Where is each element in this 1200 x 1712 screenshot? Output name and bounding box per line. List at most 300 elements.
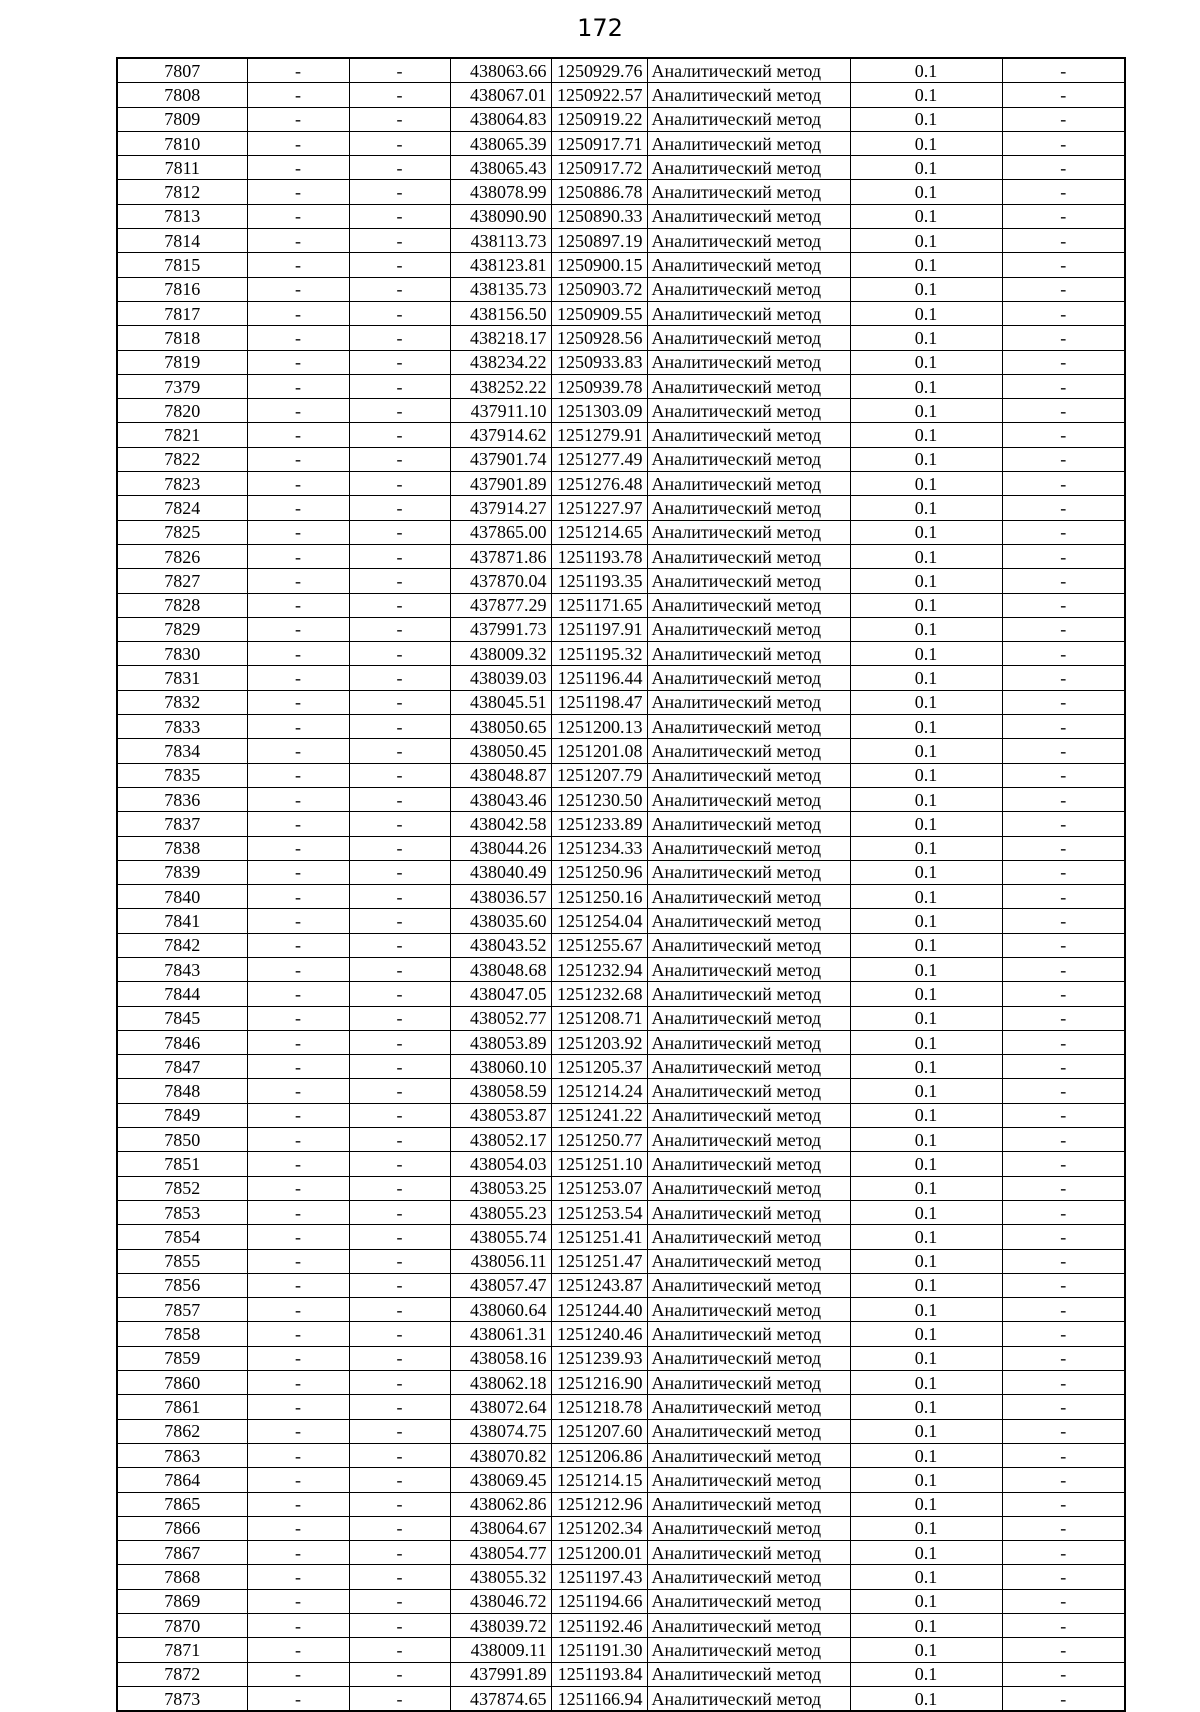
method-cell: Аналитический метод — [647, 593, 850, 617]
empty-dash-cell: - — [1002, 593, 1125, 617]
empty-dash-cell: - — [1002, 1079, 1125, 1103]
empty-dash-cell: - — [349, 957, 450, 981]
empty-dash-cell: - — [349, 1322, 450, 1346]
point-number-cell: 7842 — [117, 933, 247, 957]
method-cell: Аналитический метод — [647, 1225, 850, 1249]
empty-dash-cell: - — [1002, 1395, 1125, 1419]
empty-dash-cell: - — [247, 1443, 349, 1467]
x-coordinate-cell: 437991.89 — [450, 1662, 551, 1686]
accuracy-cell: 0.1 — [850, 544, 1002, 568]
empty-dash-cell: - — [1002, 1686, 1125, 1711]
y-coordinate-cell: 1251196.44 — [551, 666, 647, 690]
empty-dash-cell: - — [1002, 642, 1125, 666]
x-coordinate-cell: 438040.49 — [450, 860, 551, 884]
x-coordinate-cell: 438046.72 — [450, 1589, 551, 1613]
table-row — [117, 520, 1125, 544]
y-coordinate-cell: 1251166.94 — [551, 1686, 647, 1711]
y-coordinate-cell: 1251206.86 — [551, 1443, 647, 1467]
empty-dash-cell: - — [247, 1322, 349, 1346]
x-coordinate-cell: 438074.75 — [450, 1419, 551, 1443]
method-cell: Аналитический метод — [647, 107, 850, 131]
accuracy-cell: 0.1 — [850, 982, 1002, 1006]
empty-dash-cell: - — [349, 1079, 450, 1103]
accuracy-cell: 0.1 — [850, 107, 1002, 131]
empty-dash-cell: - — [247, 933, 349, 957]
empty-dash-cell: - — [349, 593, 450, 617]
point-number-cell: 7828 — [117, 593, 247, 617]
x-coordinate-cell: 438047.05 — [450, 982, 551, 1006]
accuracy-cell: 0.1 — [850, 1006, 1002, 1030]
method-cell: Аналитический метод — [647, 1030, 850, 1054]
accuracy-cell: 0.1 — [850, 812, 1002, 836]
x-coordinate-cell: 437874.65 — [450, 1686, 551, 1711]
table-row — [117, 787, 1125, 811]
point-number-cell: 7827 — [117, 569, 247, 593]
x-coordinate-cell: 438043.52 — [450, 933, 551, 957]
accuracy-cell: 0.1 — [850, 496, 1002, 520]
empty-dash-cell: - — [1002, 1006, 1125, 1030]
empty-dash-cell: - — [349, 1200, 450, 1224]
empty-dash-cell: - — [247, 350, 349, 374]
empty-dash-cell: - — [349, 399, 450, 423]
table-row — [117, 1079, 1125, 1103]
empty-dash-cell: - — [349, 739, 450, 763]
empty-dash-cell: - — [247, 1419, 349, 1443]
point-number-cell: 7820 — [117, 399, 247, 423]
empty-dash-cell: - — [247, 253, 349, 277]
method-cell: Аналитический метод — [647, 690, 850, 714]
empty-dash-cell: - — [247, 1346, 349, 1370]
empty-dash-cell: - — [1002, 107, 1125, 131]
accuracy-cell: 0.1 — [850, 957, 1002, 981]
point-number-cell: 7858 — [117, 1322, 247, 1346]
method-cell: Аналитический метод — [647, 569, 850, 593]
empty-dash-cell: - — [349, 229, 450, 253]
y-coordinate-cell: 1251193.78 — [551, 544, 647, 568]
empty-dash-cell: - — [349, 569, 450, 593]
empty-dash-cell: - — [247, 1273, 349, 1297]
x-coordinate-cell: 438070.82 — [450, 1443, 551, 1467]
table-row — [117, 690, 1125, 714]
accuracy-cell: 0.1 — [850, 1662, 1002, 1686]
table-row — [117, 569, 1125, 593]
empty-dash-cell: - — [247, 569, 349, 593]
method-cell: Аналитический метод — [647, 642, 850, 666]
empty-dash-cell: - — [1002, 326, 1125, 350]
empty-dash-cell: - — [1002, 253, 1125, 277]
empty-dash-cell: - — [349, 1614, 450, 1638]
page-number: 172 — [577, 14, 623, 42]
x-coordinate-cell: 438065.39 — [450, 131, 551, 155]
table-row — [117, 131, 1125, 155]
table-row — [117, 58, 1125, 83]
x-coordinate-cell: 437871.86 — [450, 544, 551, 568]
empty-dash-cell: - — [1002, 1055, 1125, 1079]
table-row — [117, 617, 1125, 641]
empty-dash-cell: - — [1002, 1468, 1125, 1492]
table-row — [117, 180, 1125, 204]
y-coordinate-cell: 1251214.65 — [551, 520, 647, 544]
empty-dash-cell: - — [349, 1176, 450, 1200]
empty-dash-cell: - — [349, 642, 450, 666]
empty-dash-cell: - — [247, 1686, 349, 1711]
empty-dash-cell: - — [349, 1006, 450, 1030]
empty-dash-cell: - — [247, 423, 349, 447]
empty-dash-cell: - — [349, 885, 450, 909]
method-cell: Аналитический метод — [647, 1395, 850, 1419]
x-coordinate-cell: 437865.00 — [450, 520, 551, 544]
accuracy-cell: 0.1 — [850, 739, 1002, 763]
table-row — [117, 1225, 1125, 1249]
x-coordinate-cell: 437911.10 — [450, 399, 551, 423]
point-number-cell: 7865 — [117, 1492, 247, 1516]
empty-dash-cell: - — [1002, 957, 1125, 981]
point-number-cell: 7845 — [117, 1006, 247, 1030]
table-row — [117, 1371, 1125, 1395]
empty-dash-cell: - — [247, 787, 349, 811]
method-cell: Аналитический метод — [647, 180, 850, 204]
accuracy-cell: 0.1 — [850, 690, 1002, 714]
x-coordinate-cell: 438234.22 — [450, 350, 551, 374]
point-number-cell: 7848 — [117, 1079, 247, 1103]
method-cell: Аналитический метод — [647, 1055, 850, 1079]
point-number-cell: 7822 — [117, 447, 247, 471]
y-coordinate-cell: 1251279.91 — [551, 423, 647, 447]
method-cell: Аналитический метод — [647, 666, 850, 690]
accuracy-cell: 0.1 — [850, 1128, 1002, 1152]
empty-dash-cell: - — [247, 156, 349, 180]
empty-dash-cell: - — [247, 885, 349, 909]
table-row — [117, 812, 1125, 836]
empty-dash-cell: - — [349, 860, 450, 884]
empty-dash-cell: - — [349, 277, 450, 301]
method-cell: Аналитический метод — [647, 1686, 850, 1711]
point-number-cell: 7808 — [117, 83, 247, 107]
point-number-cell: 7867 — [117, 1541, 247, 1565]
accuracy-cell: 0.1 — [850, 1200, 1002, 1224]
method-cell: Аналитический метод — [647, 1662, 850, 1686]
x-coordinate-cell: 438054.03 — [450, 1152, 551, 1176]
point-number-cell: 7854 — [117, 1225, 247, 1249]
x-coordinate-cell: 437991.73 — [450, 617, 551, 641]
empty-dash-cell: - — [349, 812, 450, 836]
accuracy-cell: 0.1 — [850, 1273, 1002, 1297]
accuracy-cell: 0.1 — [850, 1346, 1002, 1370]
point-number-cell: 7837 — [117, 812, 247, 836]
accuracy-cell: 0.1 — [850, 593, 1002, 617]
accuracy-cell: 0.1 — [850, 1565, 1002, 1589]
empty-dash-cell: - — [247, 982, 349, 1006]
table-row — [117, 666, 1125, 690]
method-cell: Аналитический метод — [647, 399, 850, 423]
empty-dash-cell: - — [1002, 1346, 1125, 1370]
point-number-cell: 7856 — [117, 1273, 247, 1297]
accuracy-cell: 0.1 — [850, 253, 1002, 277]
y-coordinate-cell: 1251227.97 — [551, 496, 647, 520]
y-coordinate-cell: 1251251.41 — [551, 1225, 647, 1249]
table-row — [117, 374, 1125, 398]
empty-dash-cell: - — [247, 399, 349, 423]
empty-dash-cell: - — [349, 472, 450, 496]
accuracy-cell: 0.1 — [850, 1225, 1002, 1249]
empty-dash-cell: - — [247, 277, 349, 301]
point-number-cell: 7863 — [117, 1443, 247, 1467]
empty-dash-cell: - — [247, 472, 349, 496]
method-cell: Аналитический метод — [647, 1103, 850, 1127]
method-cell: Аналитический метод — [647, 787, 850, 811]
y-coordinate-cell: 1251250.16 — [551, 885, 647, 909]
empty-dash-cell: - — [247, 1030, 349, 1054]
table-row — [117, 472, 1125, 496]
table-row — [117, 1249, 1125, 1273]
y-coordinate-cell: 1250928.56 — [551, 326, 647, 350]
empty-dash-cell: - — [1002, 131, 1125, 155]
y-coordinate-cell: 1251218.78 — [551, 1395, 647, 1419]
table-row — [117, 982, 1125, 1006]
point-number-cell: 7872 — [117, 1662, 247, 1686]
empty-dash-cell: - — [1002, 982, 1125, 1006]
empty-dash-cell: - — [349, 1225, 450, 1249]
x-coordinate-cell: 438039.72 — [450, 1614, 551, 1638]
x-coordinate-cell: 437914.27 — [450, 496, 551, 520]
method-cell: Аналитический метод — [647, 1589, 850, 1613]
empty-dash-cell: - — [1002, 1322, 1125, 1346]
point-number-cell: 7838 — [117, 836, 247, 860]
empty-dash-cell: - — [247, 1395, 349, 1419]
y-coordinate-cell: 1251200.01 — [551, 1541, 647, 1565]
table-row — [117, 447, 1125, 471]
point-number-cell: 7821 — [117, 423, 247, 447]
empty-dash-cell: - — [349, 787, 450, 811]
y-coordinate-cell: 1251212.96 — [551, 1492, 647, 1516]
accuracy-cell: 0.1 — [850, 447, 1002, 471]
empty-dash-cell: - — [1002, 1225, 1125, 1249]
y-coordinate-cell: 1251251.10 — [551, 1152, 647, 1176]
method-cell: Аналитический метод — [647, 423, 850, 447]
empty-dash-cell: - — [1002, 1492, 1125, 1516]
table-row — [117, 1662, 1125, 1686]
empty-dash-cell: - — [349, 1686, 450, 1711]
x-coordinate-cell: 438135.73 — [450, 277, 551, 301]
empty-dash-cell: - — [247, 1371, 349, 1395]
empty-dash-cell: - — [1002, 885, 1125, 909]
y-coordinate-cell: 1251193.35 — [551, 569, 647, 593]
x-coordinate-cell: 438048.68 — [450, 957, 551, 981]
method-cell: Аналитический метод — [647, 957, 850, 981]
method-cell: Аналитический метод — [647, 544, 850, 568]
empty-dash-cell: - — [247, 1225, 349, 1249]
table-row — [117, 1565, 1125, 1589]
empty-dash-cell: - — [349, 1030, 450, 1054]
table-row — [117, 1638, 1125, 1662]
empty-dash-cell: - — [247, 617, 349, 641]
empty-dash-cell: - — [1002, 1200, 1125, 1224]
y-coordinate-cell: 1251171.65 — [551, 593, 647, 617]
point-number-cell: 7841 — [117, 909, 247, 933]
empty-dash-cell: - — [1002, 399, 1125, 423]
y-coordinate-cell: 1251241.22 — [551, 1103, 647, 1127]
y-coordinate-cell: 1251254.04 — [551, 909, 647, 933]
method-cell: Аналитический метод — [647, 326, 850, 350]
point-number-cell: 7839 — [117, 860, 247, 884]
empty-dash-cell: - — [247, 1565, 349, 1589]
empty-dash-cell: - — [247, 1541, 349, 1565]
empty-dash-cell: - — [349, 83, 450, 107]
x-coordinate-cell: 438045.51 — [450, 690, 551, 714]
accuracy-cell: 0.1 — [850, 301, 1002, 325]
accuracy-cell: 0.1 — [850, 1516, 1002, 1540]
y-coordinate-cell: 1251214.15 — [551, 1468, 647, 1492]
accuracy-cell: 0.1 — [850, 1589, 1002, 1613]
x-coordinate-cell: 438052.17 — [450, 1128, 551, 1152]
table-row — [117, 1176, 1125, 1200]
empty-dash-cell: - — [1002, 1516, 1125, 1540]
empty-dash-cell: - — [349, 715, 450, 739]
x-coordinate-cell: 438058.59 — [450, 1079, 551, 1103]
empty-dash-cell: - — [1002, 1662, 1125, 1686]
point-number-cell: 7868 — [117, 1565, 247, 1589]
empty-dash-cell: - — [349, 1249, 450, 1273]
table-row — [117, 1346, 1125, 1370]
empty-dash-cell: - — [1002, 1443, 1125, 1467]
empty-dash-cell: - — [349, 1492, 450, 1516]
table-row — [117, 107, 1125, 131]
table-row — [117, 715, 1125, 739]
table-row — [117, 496, 1125, 520]
method-cell: Аналитический метод — [647, 1468, 850, 1492]
x-coordinate-cell: 438036.57 — [450, 885, 551, 909]
point-number-cell: 7810 — [117, 131, 247, 155]
point-number-cell: 7825 — [117, 520, 247, 544]
point-number-cell: 7851 — [117, 1152, 247, 1176]
empty-dash-cell: - — [349, 1662, 450, 1686]
table-row — [117, 253, 1125, 277]
empty-dash-cell: - — [1002, 933, 1125, 957]
accuracy-cell: 0.1 — [850, 860, 1002, 884]
table-row — [117, 544, 1125, 568]
point-number-cell: 7833 — [117, 715, 247, 739]
empty-dash-cell: - — [247, 107, 349, 131]
empty-dash-cell: - — [247, 836, 349, 860]
point-number-cell: 7862 — [117, 1419, 247, 1443]
x-coordinate-cell: 438058.16 — [450, 1346, 551, 1370]
empty-dash-cell: - — [247, 1638, 349, 1662]
accuracy-cell: 0.1 — [850, 909, 1002, 933]
point-number-cell: 7857 — [117, 1298, 247, 1322]
y-coordinate-cell: 1250929.76 — [551, 58, 647, 83]
table-row — [117, 1686, 1125, 1711]
empty-dash-cell: - — [349, 131, 450, 155]
x-coordinate-cell: 438009.11 — [450, 1638, 551, 1662]
method-cell: Аналитический метод — [647, 229, 850, 253]
x-coordinate-cell: 438060.10 — [450, 1055, 551, 1079]
empty-dash-cell: - — [247, 204, 349, 228]
empty-dash-cell: - — [1002, 277, 1125, 301]
empty-dash-cell: - — [247, 326, 349, 350]
accuracy-cell: 0.1 — [850, 180, 1002, 204]
point-number-cell: 7846 — [117, 1030, 247, 1054]
accuracy-cell: 0.1 — [850, 1468, 1002, 1492]
x-coordinate-cell: 438072.64 — [450, 1395, 551, 1419]
accuracy-cell: 0.1 — [850, 1298, 1002, 1322]
empty-dash-cell: - — [349, 204, 450, 228]
empty-dash-cell: - — [1002, 83, 1125, 107]
point-number-cell: 7850 — [117, 1128, 247, 1152]
empty-dash-cell: - — [1002, 715, 1125, 739]
point-number-cell: 7818 — [117, 326, 247, 350]
y-coordinate-cell: 1251239.93 — [551, 1346, 647, 1370]
empty-dash-cell: - — [247, 229, 349, 253]
table-row — [117, 1128, 1125, 1152]
y-coordinate-cell: 1250886.78 — [551, 180, 647, 204]
empty-dash-cell: - — [1002, 1419, 1125, 1443]
y-coordinate-cell: 1251197.91 — [551, 617, 647, 641]
method-cell: Аналитический метод — [647, 301, 850, 325]
empty-dash-cell: - — [1002, 447, 1125, 471]
method-cell: Аналитический метод — [647, 860, 850, 884]
point-number-cell: 7853 — [117, 1200, 247, 1224]
empty-dash-cell: - — [247, 1103, 349, 1127]
point-number-cell: 7826 — [117, 544, 247, 568]
method-cell: Аналитический метод — [647, 1614, 850, 1638]
method-cell: Аналитический метод — [647, 277, 850, 301]
y-coordinate-cell: 1251197.43 — [551, 1565, 647, 1589]
x-coordinate-cell: 438035.60 — [450, 909, 551, 933]
table-row — [117, 1006, 1125, 1030]
empty-dash-cell: - — [1002, 1565, 1125, 1589]
x-coordinate-cell: 438218.17 — [450, 326, 551, 350]
y-coordinate-cell: 1251232.94 — [551, 957, 647, 981]
accuracy-cell: 0.1 — [850, 1249, 1002, 1273]
empty-dash-cell: - — [1002, 496, 1125, 520]
method-cell: Аналитический метод — [647, 1638, 850, 1662]
table-row — [117, 909, 1125, 933]
point-number-cell: 7823 — [117, 472, 247, 496]
empty-dash-cell: - — [349, 107, 450, 131]
method-cell: Аналитический метод — [647, 131, 850, 155]
y-coordinate-cell: 1251250.96 — [551, 860, 647, 884]
empty-dash-cell: - — [1002, 836, 1125, 860]
table-row — [117, 1541, 1125, 1565]
empty-dash-cell: - — [349, 982, 450, 1006]
point-number-cell: 7830 — [117, 642, 247, 666]
x-coordinate-cell: 438054.77 — [450, 1541, 551, 1565]
table-row — [117, 1492, 1125, 1516]
method-cell: Аналитический метод — [647, 520, 850, 544]
method-cell: Аналитический метод — [647, 1541, 850, 1565]
accuracy-cell: 0.1 — [850, 1541, 1002, 1565]
point-number-cell: 7861 — [117, 1395, 247, 1419]
accuracy-cell: 0.1 — [850, 156, 1002, 180]
y-coordinate-cell: 1251244.40 — [551, 1298, 647, 1322]
accuracy-cell: 0.1 — [850, 1322, 1002, 1346]
y-coordinate-cell: 1251202.34 — [551, 1516, 647, 1540]
table-row — [117, 83, 1125, 107]
method-cell: Аналитический метод — [647, 156, 850, 180]
empty-dash-cell: - — [349, 1468, 450, 1492]
empty-dash-cell: - — [1002, 690, 1125, 714]
method-cell: Аналитический метод — [647, 83, 850, 107]
x-coordinate-cell: 438113.73 — [450, 229, 551, 253]
point-number-cell: 7871 — [117, 1638, 247, 1662]
empty-dash-cell: - — [349, 933, 450, 957]
method-cell: Аналитический метод — [647, 496, 850, 520]
accuracy-cell: 0.1 — [850, 1030, 1002, 1054]
method-cell: Аналитический метод — [647, 1298, 850, 1322]
table-row — [117, 1468, 1125, 1492]
point-number-cell: 7840 — [117, 885, 247, 909]
y-coordinate-cell: 1251277.49 — [551, 447, 647, 471]
